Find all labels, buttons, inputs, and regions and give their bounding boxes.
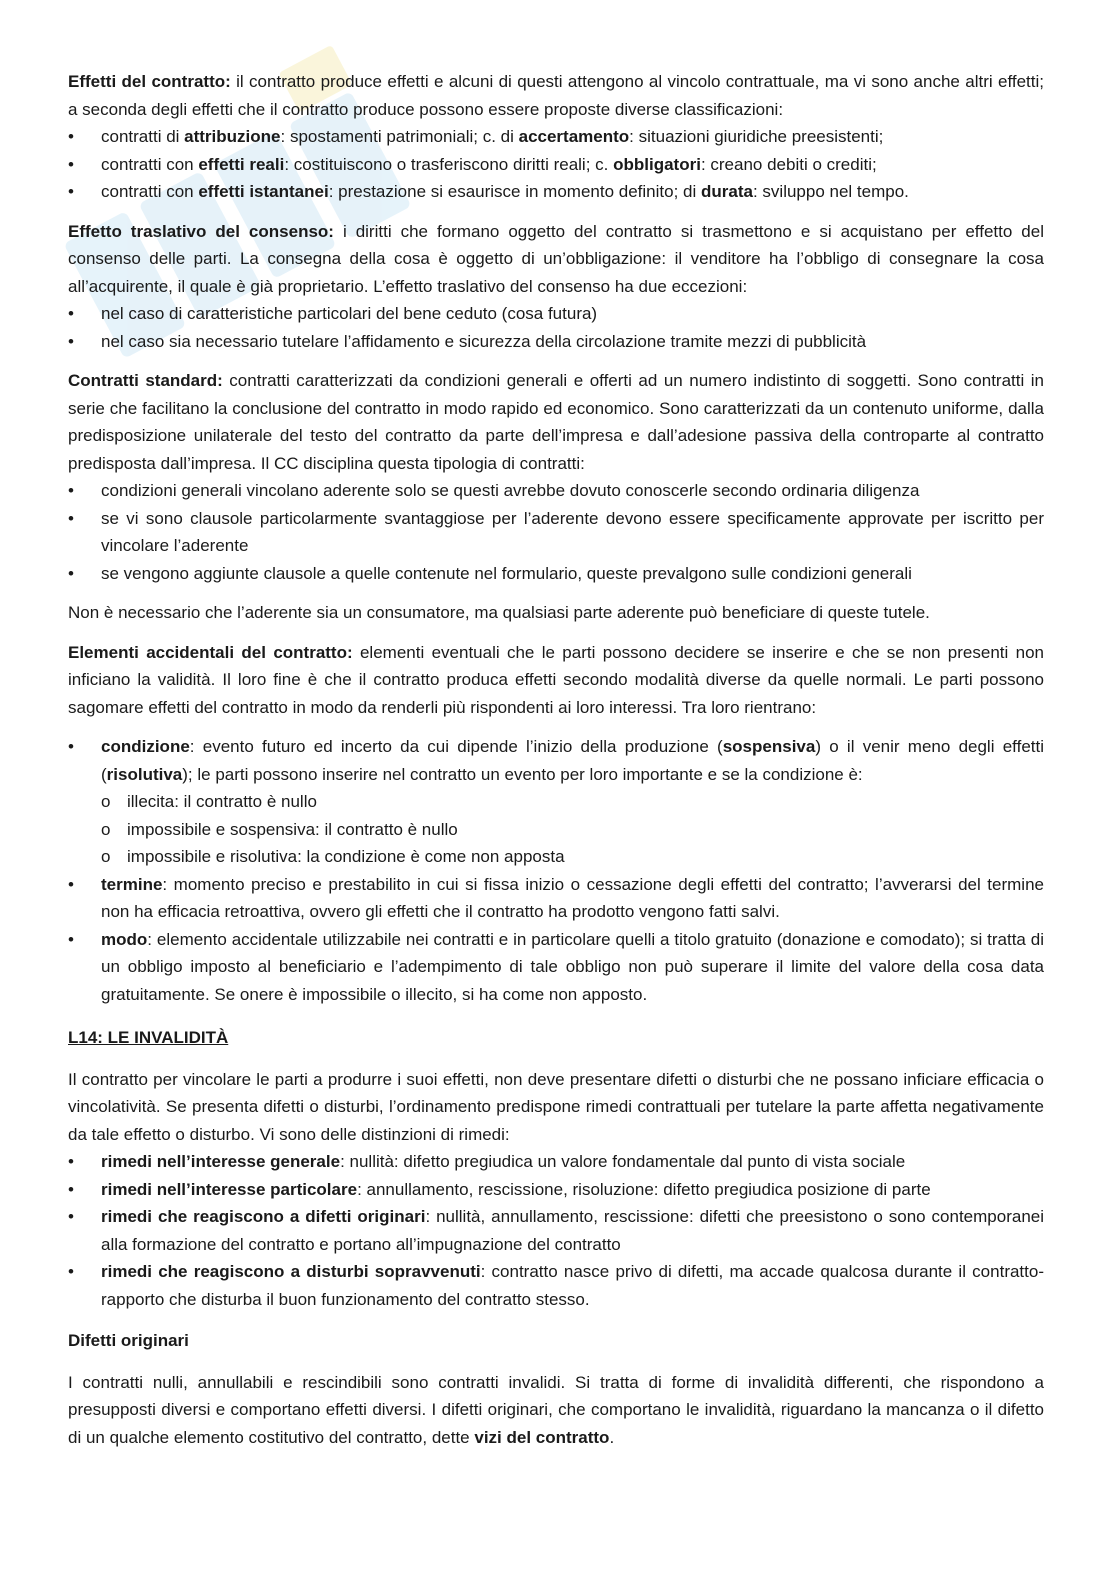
paragraph-contratti-standard: Contratti standard: contratti caratterizzati da condizioni generali e offerti ad un numero indistinto di soggetti. Sono contratti in serie che facilitano la conclusione del contratto in modo rapido ed economico. Sono caratterizzati da un contenuto uniforme, dalla predisposizione unilaterale del testo del contratto da parte dell’impresa e dall’adesione passiva della controparte al contratto predisposta dall’impresa. Il CC disciplina questa tipologia di contratti: — [68, 371, 1044, 473]
paragraph-effetti-contratto: Effetti del contratto: il contratto produce effetti e alcuni di questi attengono al vincolo contrattuale, ma vi sono anche altri effetti; a seconda degli effetti che il contratto produce possono essere proposte diverse classificazioni: — [68, 72, 1044, 119]
list-item: • nel caso di caratteristiche particolari del bene ceduto (cosa futura) — [68, 300, 1044, 328]
paragraph-invalidita: Il contratto per vincolare le parti a produrre i suoi effetti, non deve presentare difetti o disturbi che ne possano inficiare efficacia o vincolatività. Se presenta difetti o disturbi, l’ordinamento predispone rimedi contrattuali per tutelare la parte affetta negativamente da tale effetto o disturbo. Vi sono delle distinzioni di rimedi: — [68, 1069, 1044, 1144]
paragraph-elementi-accidentali: Elementi accidentali del contratto: elementi eventuali che le parti possono decidere se inserire e che se non presenti non inficiano la validità. Il loro fine è che il contratto produca effetti secondo modalità diverse da quelle normali. Le parti possono sagomare effetti del contratto in modo da renderli più rispondenti ai loro interessi. Tra loro rientrano: — [68, 642, 1044, 717]
term-contratti-standard: Contratti standard: — [68, 371, 223, 390]
term-effetto-traslativo: Effetto traslativo del consenso: — [68, 221, 334, 241]
list-item: • rimedi nell’interesse particolare: annullamento, rescissione, risoluzione: difetto pregiudica posizione di parte — [68, 1176, 1044, 1204]
list-item: • nel caso sia necessario tutelare l’affidamento e sicurezza della circolazione tramite mezzi di pubblicità — [68, 328, 1044, 356]
list-item-condizione: • condizione: evento futuro ed incerto da cui dipende l’inizio della produzione (sospensiva) o il venir meno degli effetti (risolutiva); le parti possono inserire nel contratto un evento per loro importante e se la condizione è: o illecita: il contratto è nullo o impossibile e sospensiva: il contratto è nullo o impossibile e risolutiva: la condizione è come non apposta — [68, 733, 1044, 871]
list-rimedi — [68, 1148, 1044, 1313]
paragraph-difetti-originari: I contratti nulli, annullabili e rescindibili sono contratti invalidi. Si tratta di forme di invalidità differenti, che rispondono a presupposti diversi e comportano effetti diversi. I difetti originari, che comportano le invalidità, riguardano la mancanza o il difetto di un qualche elemento costitutivo del contratto, dette vizi del contratto. — [68, 1372, 1044, 1447]
list-item-termine: • termine: momento preciso e prestabilito in cui si fissa inizio o cessazione degli effetti del contratto; l’avverarsi del termine non ha efficacia retroattiva, ovvero gli effetti che il contratto ha prodotto vengono fatti salvi. — [68, 871, 1044, 926]
paragraph-note-aderente: Non è necessario che l’aderente sia un consumatore, ma qualsiasi parte aderente può beneficiare di queste tutele. — [68, 603, 930, 622]
sublist-item: o illecita: il contratto è nullo — [101, 788, 1044, 816]
sublist-item: o impossibile e risolutiva: la condizione è come non apposta — [101, 843, 1044, 871]
list-eccezioni — [68, 300, 1044, 355]
list-item-modo: • modo: elemento accidentale utilizzabile nei contratti e in particolare quelli a titolo gratuito (donazione e comodato); si tratta di un obbligo imposto al beneficiario e l’adempimento di tale obbligo non può superare il limite del valore della cosa data gratuitamente. Se onere è impossibile o illecito, si ha come non apposto. — [68, 926, 1044, 1009]
term-effetti-contratto: Effetti del contratto: — [68, 72, 231, 91]
sublist-condizione — [101, 788, 1044, 871]
heading-invalidita: L14: LE INVALIDITÀ — [68, 1028, 229, 1047]
list-classificazioni — [68, 123, 1044, 206]
subheading-difetti-originari: Difetti originari — [68, 1331, 189, 1350]
list-item: • rimedi che reagiscono a difetti originari: nullità, annullamento, rescissione: difetti che preesistono o sono contemporanei alla formazione del contratto e portano all’impugnazione del contratto — [68, 1203, 1044, 1258]
paragraph-effetto-traslativo: Effetto traslativo del consenso: i diritti che formano oggetto del contratto si trasmettono e si acquistano per effetto del consenso delle parti. La consegna della cosa è oggetto di un’obbligazione: il venditore ha l’obbligo di consegnare la cosa all’acquirente, il quale è già proprietario. L’effetto traslativo del consenso ha due eccezioni: — [68, 221, 1044, 296]
term-elementi-accidentali: Elementi accidentali del contratto: — [68, 642, 353, 662]
list-item: • contratti con effetti istantanei: prestazione si esaurisce in momento definito; di durata: sviluppo nel tempo. — [68, 178, 1044, 206]
list-elementi-accidentali — [68, 733, 1044, 1008]
list-item: • se vi sono clausole particolarmente svantaggiose per l’aderente devono essere specificamente approvate per iscritto per vincolare l’aderente — [68, 505, 1044, 560]
term-vizi-contratto: vizi del contratto — [474, 1427, 610, 1447]
sublist-item: o impossibile e sospensiva: il contratto è nullo — [101, 816, 1044, 844]
list-item: • condizioni generali vincolano aderente solo se questi avrebbe dovuto conoscerle secondo ordinaria diligenza — [68, 477, 1044, 505]
list-disciplina-cc — [68, 477, 1044, 587]
document-page — [68, 68, 1044, 1451]
list-item: • contratti con effetti reali: costituiscono o trasferiscono diritti reali; c. obbligatori: creano debiti o crediti; — [68, 151, 1044, 179]
list-item: • se vengono aggiunte clausole a quelle contenute nel formulario, queste prevalgono sulle condizioni generali — [68, 560, 1044, 588]
list-item: • rimedi che reagiscono a disturbi sopravvenuti: contratto nasce privo di difetti, ma accade qualcosa durante il contratto-rapporto che disturba il buon funzionamento del contratto stesso. — [68, 1258, 1044, 1313]
list-item: • rimedi nell’interesse generale: nullità: difetto pregiudica un valore fondamentale dal punto di vista sociale — [68, 1148, 1044, 1176]
list-item: • contratti di attribuzione: spostamenti patrimoniali; c. di accertamento: situazioni giuridiche preesistenti; — [68, 123, 1044, 151]
